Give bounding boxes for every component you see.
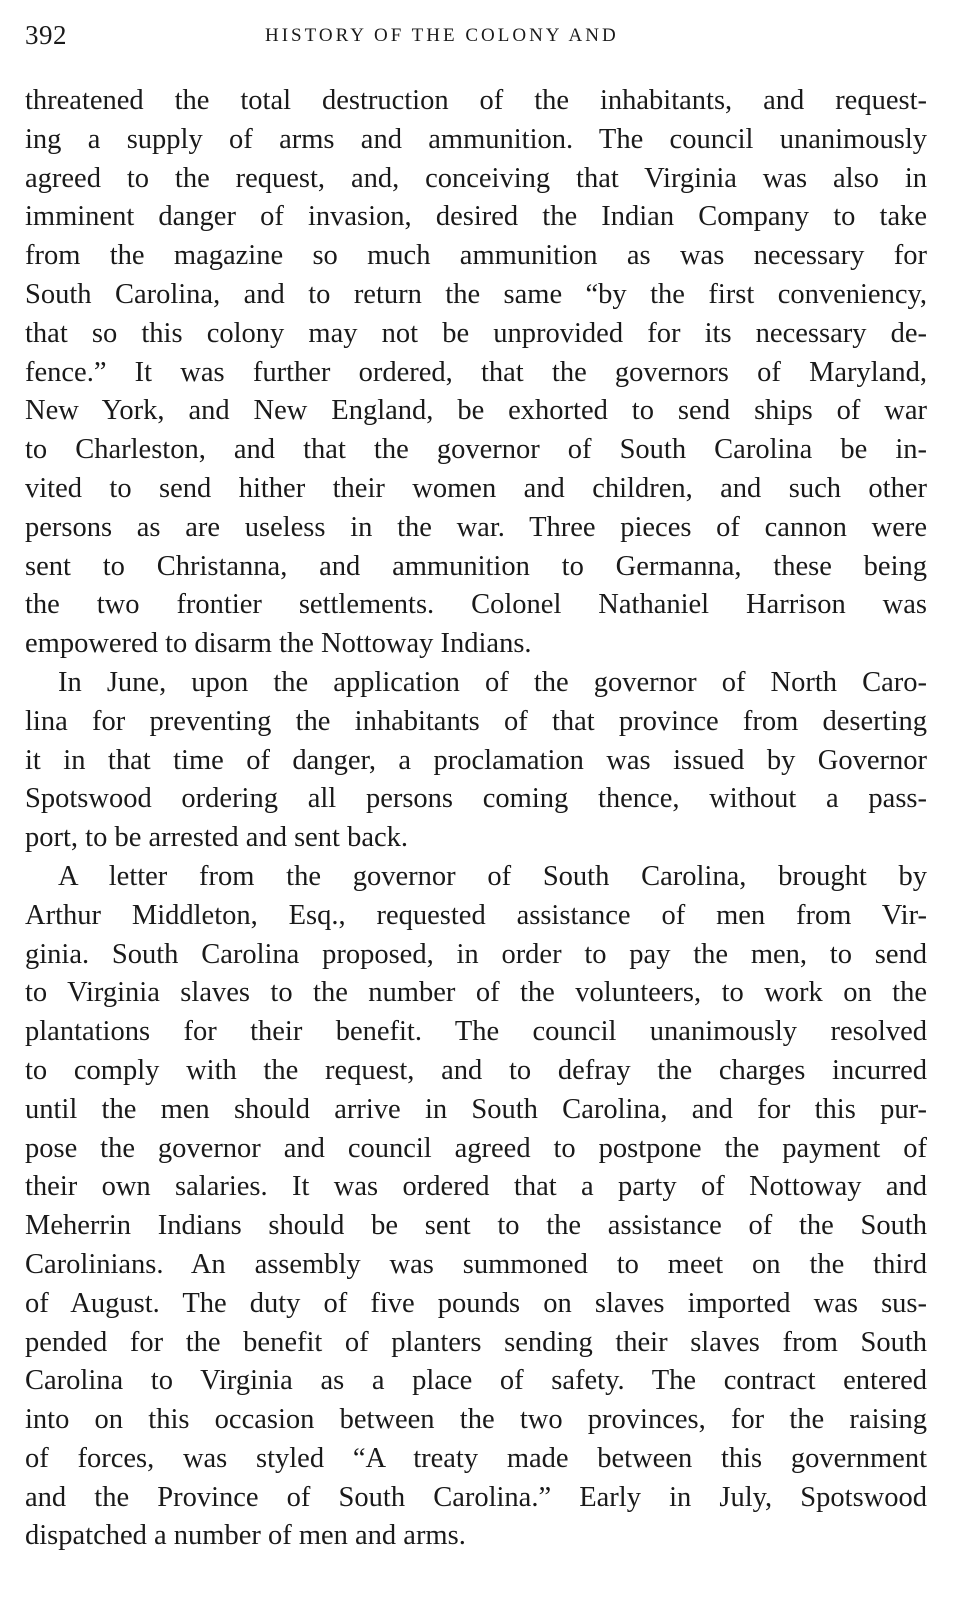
page-number: 392 (25, 20, 67, 50)
text-line: South Carolina, and to return the same “by the first conveniency, (25, 278, 927, 310)
text-line: to Charleston, and that the governor of South Carolina be in- (25, 434, 927, 466)
text-line: plantations for their benefit. The council unanimously resolved (25, 1016, 927, 1048)
text-line: Spotswood ordering all persons coming thence, without a pass- (25, 783, 927, 815)
text-line: Carolina to Virginia as a place of safety. The contract entered (25, 1365, 927, 1397)
text-line: into on this occasion between the two provinces, for the raising (25, 1404, 927, 1436)
text-line: the two frontier settlements. Colonel Nathaniel Harrison was (25, 589, 927, 621)
text-line: fence.” It was further ordered, that the governors of Maryland, (25, 356, 927, 388)
paragraph (25, 858, 927, 1556)
running-title: HISTORY OF THE COLONY AND (265, 25, 619, 46)
body-text (25, 82, 927, 1556)
text-line: it in that time of danger, a proclamation was issued by Governor (25, 744, 927, 776)
text-line: their own salaries. It was ordered that a party of Nottoway and (25, 1171, 927, 1203)
text-line: that so this colony may not be unprovided for its necessary de- (25, 317, 927, 349)
text-line: pose the governor and council agreed to postpone the payment of (25, 1132, 927, 1164)
running-head (25, 18, 930, 52)
text-line: dispatched a number of men and arms. (25, 1520, 466, 1552)
text-line: from the magazine so much ammunition as was necessary for (25, 240, 927, 272)
paragraph (25, 664, 927, 858)
text-line: Carolinians. An assembly was summoned to meet on the third (25, 1248, 927, 1280)
text-line: to comply with the request, and to defray the charges incurred (25, 1054, 927, 1086)
text-line: agreed to the request, and, conceiving that Virginia was also in (25, 162, 927, 194)
text-line: Meherrin Indians should be sent to the assistance of the South (25, 1210, 927, 1242)
text-line: and the Province of South Carolina.” Early in July, Spotswood (25, 1481, 927, 1513)
text-line: threatened the total destruction of the inhabitants, and request- (25, 85, 927, 116)
text-line: lina for preventing the inhabitants of that province from deserting (25, 705, 927, 737)
text-line: In June, upon the application of the governor of North Caro- (58, 666, 927, 698)
text-line: vited to send hither their women and children, and such other (25, 472, 927, 504)
text-line: Arthur Middleton, Esq., requested assistance of men from Vir- (25, 899, 927, 931)
text-line: persons as are useless in the war. Three pieces of cannon were (25, 511, 927, 543)
text-line: port, to be arrested and sent back. (25, 822, 409, 854)
text-line: A letter from the governor of South Carolina, brought by (58, 860, 927, 892)
text-line: until the men should arrive in South Carolina, and for this pur- (25, 1093, 927, 1125)
text-line: pended for the benefit of planters sending their slaves from South (25, 1326, 927, 1358)
text-line: ginia. South Carolina proposed, in order to pay the men, to send (25, 938, 927, 970)
text-line: empowered to disarm the Nottoway Indians. (25, 628, 532, 660)
paragraph (25, 82, 927, 664)
text-line: ing a supply of arms and ammunition. The council unanimously (25, 123, 927, 155)
text-line: sent to Christanna, and ammunition to Germanna, these being (25, 550, 927, 582)
text-line: imminent danger of invasion, desired the Indian Company to take (25, 201, 927, 233)
text-line: New York, and New England, be exhorted to send ships of war (25, 395, 927, 427)
text-line: of August. The duty of five pounds on slaves imported was sus- (25, 1287, 927, 1319)
text-line: to Virginia slaves to the number of the volunteers, to work on the (25, 977, 927, 1009)
text-line: of forces, was styled “A treaty made between this government (25, 1442, 927, 1474)
